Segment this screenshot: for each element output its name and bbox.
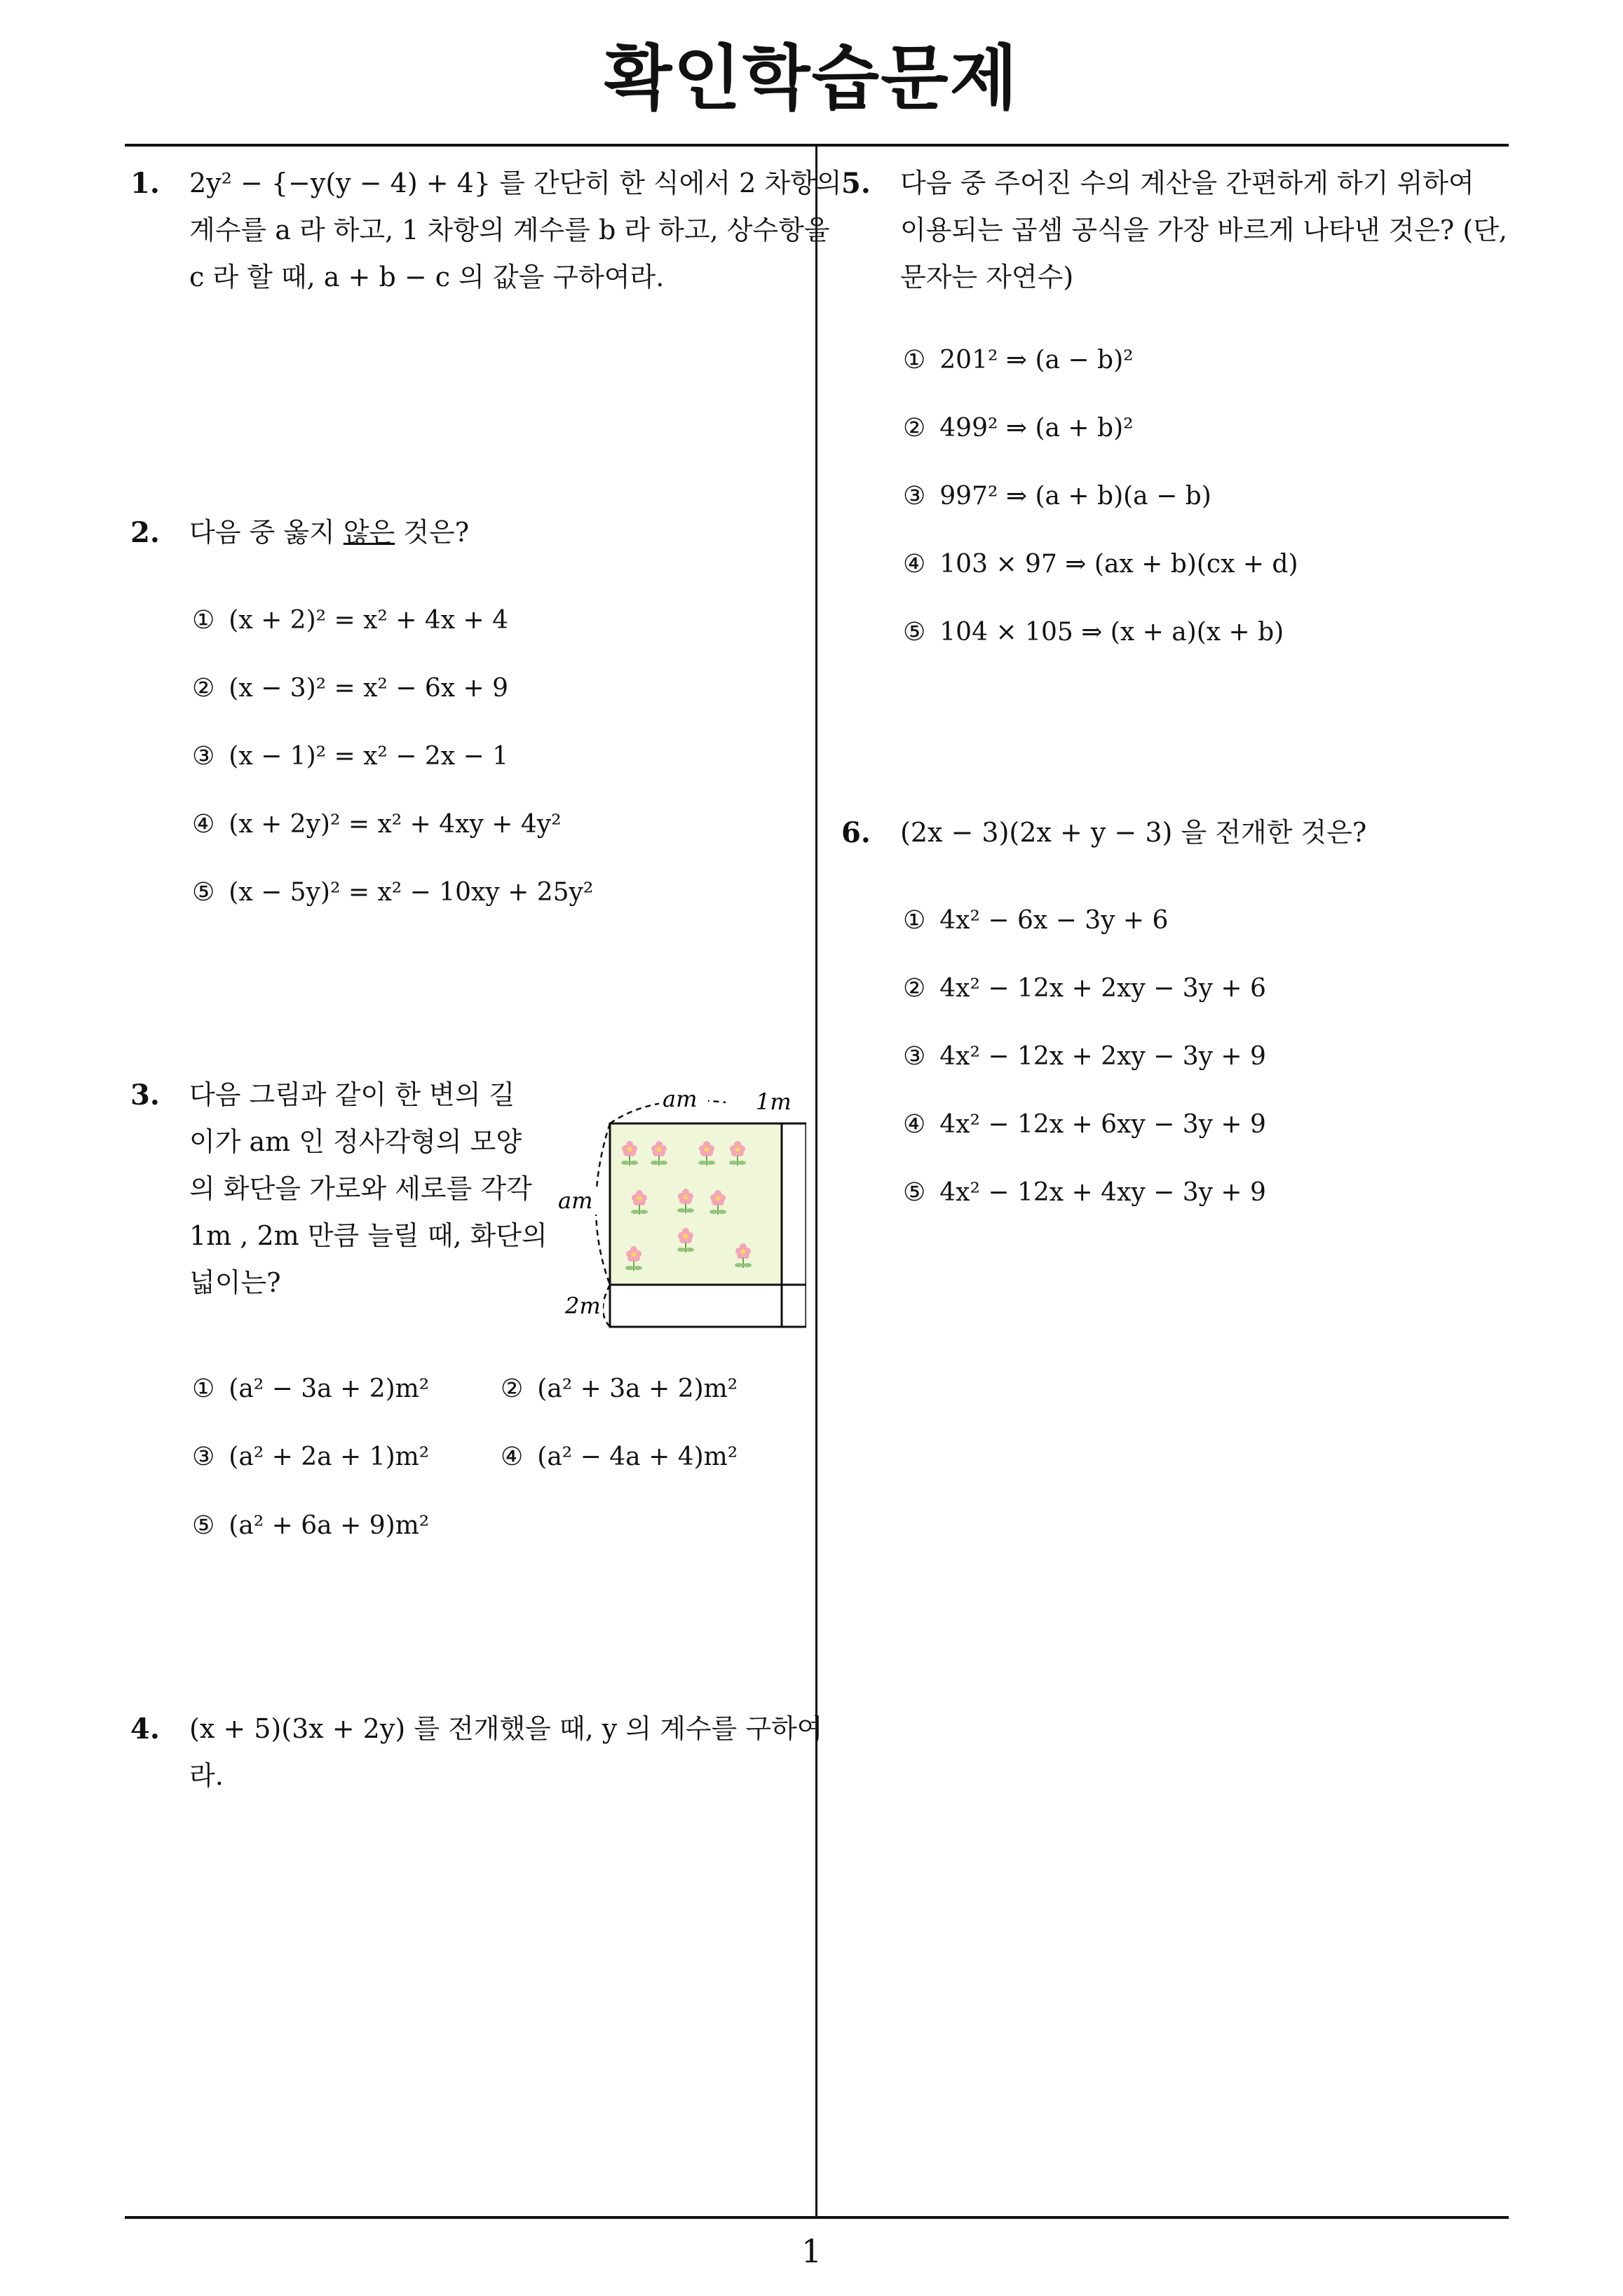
question-number: 6. bbox=[841, 816, 871, 849]
question-line: 계수를 a 라 하고, 1 차항의 계수를 b 라 하고, 상수항을 bbox=[189, 215, 830, 245]
option-5[interactable] bbox=[903, 1178, 1266, 1207]
option-text: 4x² − 6x − 3y + 6 bbox=[939, 906, 1169, 935]
option-2[interactable] bbox=[903, 414, 1134, 443]
option-3[interactable] bbox=[192, 742, 508, 771]
option-number: ⑤ bbox=[903, 618, 926, 647]
question-line: c 라 할 때, a + b − c 의 값을 구하여라. bbox=[189, 262, 665, 292]
question-text-pre: 다음 중 옳지 bbox=[189, 517, 344, 548]
bottom-rule bbox=[125, 2216, 1509, 2219]
flowerbed-figure bbox=[554, 1080, 806, 1339]
option-text: 201² ⇒ (a − b)² bbox=[939, 346, 1134, 374]
option-number: ③ bbox=[192, 1443, 215, 1471]
option-number: ① bbox=[192, 1375, 215, 1403]
option-text: 499² ⇒ (a + b)² bbox=[939, 414, 1134, 443]
option-number: ③ bbox=[903, 1042, 926, 1071]
option-text: (x − 1)² = x² − 2x − 1 bbox=[229, 742, 509, 771]
option-number: ⑤ bbox=[192, 1511, 215, 1540]
option-text: (a² − 4a + 4)m² bbox=[537, 1443, 738, 1471]
question-line: 의 화단을 가로와 세로를 각각 bbox=[189, 1173, 532, 1204]
question-number: 2. bbox=[130, 516, 160, 549]
label-bottom: 2m bbox=[565, 1292, 601, 1319]
option-1[interactable] bbox=[192, 606, 508, 635]
option-3[interactable] bbox=[903, 1042, 1266, 1071]
option-number: ② bbox=[501, 1375, 524, 1403]
option-number: ① bbox=[903, 906, 926, 935]
option-text: 4x² − 12x + 6xy − 3y + 9 bbox=[939, 1110, 1266, 1139]
option-number: ④ bbox=[501, 1443, 524, 1471]
option-number: ③ bbox=[192, 742, 215, 771]
column-divider bbox=[815, 145, 817, 2217]
question-text bbox=[189, 1706, 822, 1799]
option-number: ④ bbox=[903, 550, 926, 579]
question-number: 5. bbox=[841, 167, 871, 200]
option-text: (a² − 3a + 2)m² bbox=[229, 1375, 430, 1403]
question-line: 다음 중 주어진 수의 계산을 간편하게 하기 위하여 bbox=[900, 168, 1474, 198]
option-number: ③ bbox=[903, 482, 926, 511]
question-line: (x + 5)(3x + 2y) 를 전개했을 때, y 의 계수를 구하여 bbox=[189, 1713, 823, 1744]
question-line: 라. bbox=[189, 1760, 224, 1791]
question-text-underlined: 않은 bbox=[343, 517, 395, 548]
question-text-post: 것은? bbox=[395, 517, 470, 548]
option-text: (a² + 2a + 1)m² bbox=[229, 1443, 430, 1471]
option-5[interactable] bbox=[903, 618, 1284, 647]
option-text: (x + 2)² = x² + 4x + 4 bbox=[229, 606, 509, 635]
question-line: 이가 am 인 정사각형의 모양 bbox=[189, 1126, 522, 1157]
option-3[interactable] bbox=[903, 482, 1211, 511]
question-number: 1. bbox=[130, 167, 160, 200]
option-4[interactable] bbox=[903, 550, 1298, 579]
option-number: ② bbox=[903, 414, 926, 443]
option-text: 997² ⇒ (a + b)(a − b) bbox=[939, 482, 1211, 511]
option-5[interactable] bbox=[192, 878, 593, 907]
question-text bbox=[900, 809, 1366, 856]
option-text: (a² + 6a + 9)m² bbox=[229, 1511, 430, 1540]
option-text: (x − 3)² = x² − 6x + 9 bbox=[229, 674, 509, 703]
option-3[interactable] bbox=[192, 1443, 429, 1471]
option-4[interactable] bbox=[903, 1110, 1266, 1139]
option-text: (x − 5y)² = x² − 10xy + 25y² bbox=[229, 878, 594, 907]
option-5[interactable] bbox=[192, 1511, 429, 1540]
question-text bbox=[900, 160, 1507, 301]
label-top: am bbox=[663, 1086, 698, 1112]
option-text: (a² + 3a + 2)m² bbox=[537, 1375, 738, 1403]
option-text: 4x² − 12x + 2xy − 3y + 9 bbox=[939, 1042, 1266, 1071]
question-line: 1m , 2m 만큼 늘릴 때, 화단의 bbox=[189, 1220, 548, 1251]
option-2[interactable] bbox=[501, 1375, 738, 1403]
left-dimension-arc bbox=[596, 1123, 610, 1285]
option-text: 4x² − 12x + 4xy − 3y + 9 bbox=[939, 1178, 1266, 1207]
question-number: 4. bbox=[130, 1713, 160, 1745]
option-number: ① bbox=[903, 346, 926, 374]
label-left: am bbox=[558, 1187, 593, 1214]
option-number: ⑤ bbox=[903, 1178, 926, 1207]
option-number: ⑤ bbox=[192, 878, 215, 907]
option-text: 104 × 105 ⇒ (x + a)(x + b) bbox=[939, 618, 1284, 647]
option-2[interactable] bbox=[192, 674, 508, 703]
option-1[interactable] bbox=[903, 346, 1134, 374]
question-line: 이용되는 곱셈 공식을 가장 바르게 나타낸 것은? (단, bbox=[900, 215, 1507, 245]
option-number: ④ bbox=[903, 1110, 926, 1139]
question-line: 문자는 자연수) bbox=[900, 262, 1074, 292]
question-text bbox=[189, 1072, 548, 1306]
page-title: 확인학습문제 bbox=[604, 37, 1019, 119]
option-text: (x + 2y)² = x² + 4xy + 4y² bbox=[229, 810, 562, 839]
option-text: 4x² − 12x + 2xy − 3y + 6 bbox=[939, 974, 1266, 1003]
option-1[interactable] bbox=[903, 906, 1168, 935]
question-number: 3. bbox=[130, 1079, 160, 1112]
option-number: ① bbox=[192, 606, 215, 635]
question-text bbox=[189, 160, 841, 301]
option-number: ② bbox=[192, 674, 215, 703]
label-right: 1m bbox=[756, 1088, 792, 1115]
option-1[interactable] bbox=[192, 1375, 429, 1403]
question-line: (2x − 3)(2x + y − 3) 을 전개한 것은? bbox=[900, 817, 1367, 848]
option-2[interactable] bbox=[903, 974, 1266, 1003]
option-number: ④ bbox=[192, 810, 215, 839]
option-text: 103 × 97 ⇒ (ax + b)(cx + d) bbox=[939, 550, 1298, 579]
question-line: 다음 그림과 같이 한 변의 길 bbox=[189, 1079, 515, 1110]
question-line: 2y² − {−y(y − 4) + 4} 를 간단히 한 식에서 2 차항의 bbox=[189, 168, 842, 198]
option-4[interactable] bbox=[501, 1443, 738, 1471]
option-number: ② bbox=[903, 974, 926, 1003]
question-text bbox=[189, 509, 469, 556]
question-line: 넓이는? bbox=[189, 1267, 281, 1298]
option-4[interactable] bbox=[192, 810, 562, 839]
page-number: 1 bbox=[801, 2232, 822, 2270]
